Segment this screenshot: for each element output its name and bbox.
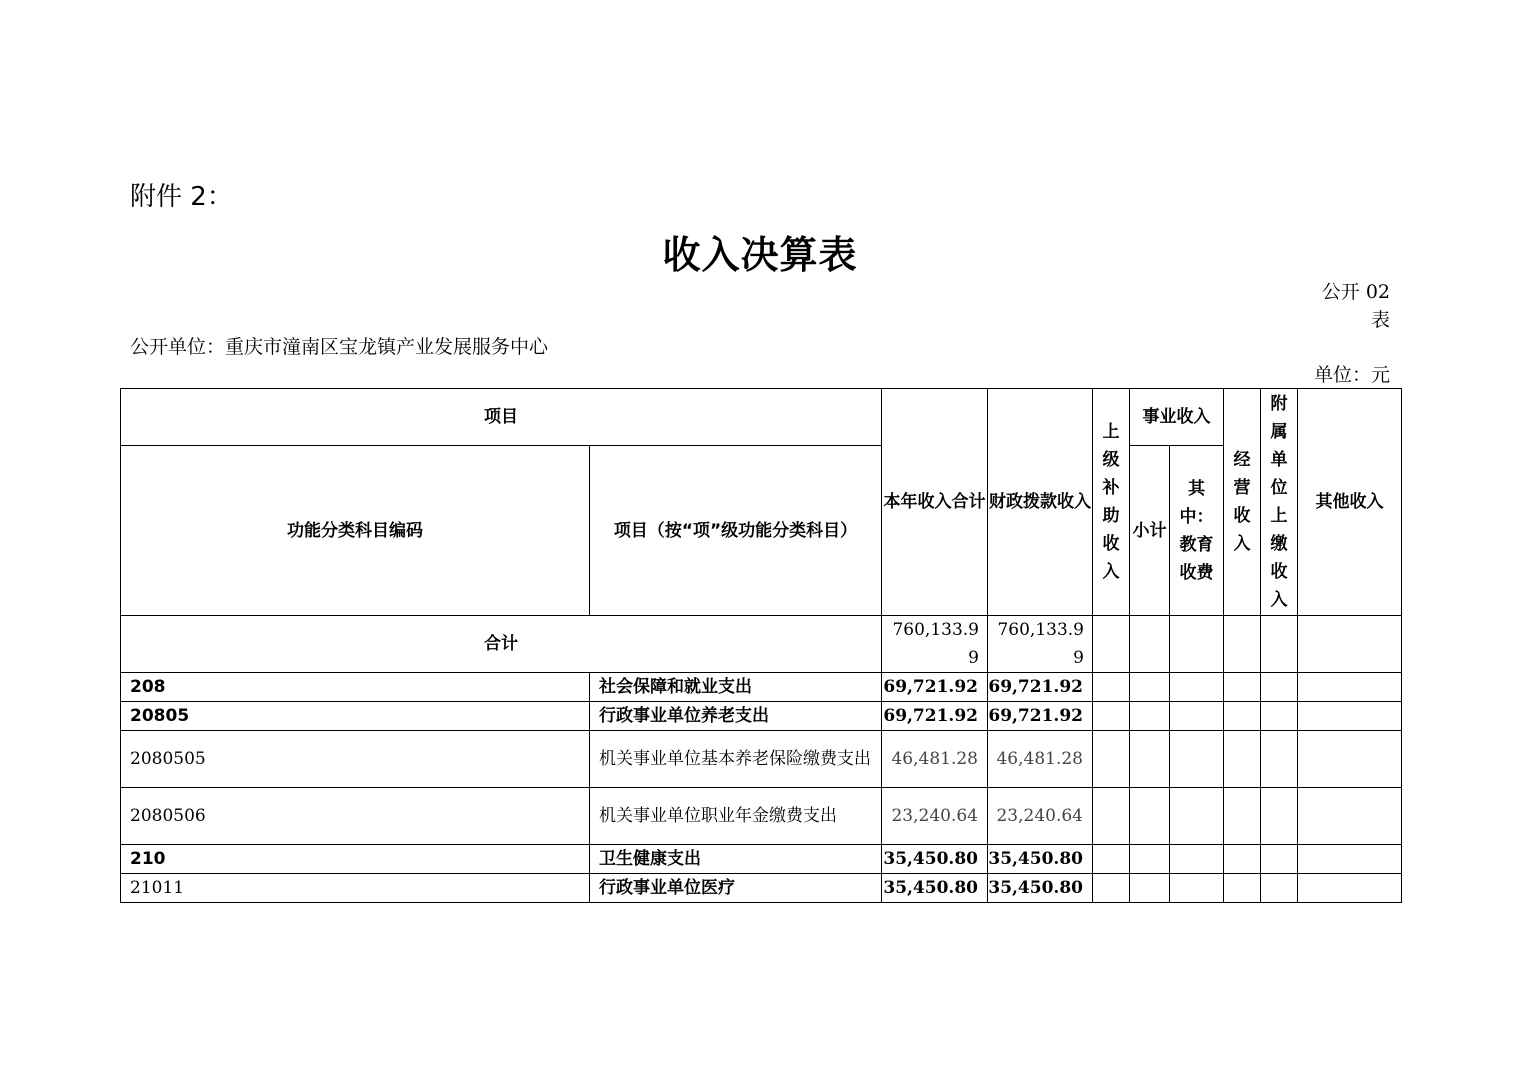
row-total: 46,481.28 xyxy=(882,731,988,788)
header-name: 项目（按“项”级功能分类科目） xyxy=(590,446,882,616)
row-name: 社会保障和就业支出 xyxy=(590,673,882,702)
header-code: 功能分类科目编码 xyxy=(121,446,590,616)
header-subtotal: 小计 xyxy=(1130,446,1170,616)
currency-unit: 单位：元 xyxy=(1313,364,1390,386)
header-total: 本年收入合计 xyxy=(882,389,988,616)
row-code: 21011 xyxy=(121,874,590,903)
table-row xyxy=(121,702,1402,731)
header-business: 事业收入 xyxy=(1130,389,1224,446)
header-item: 项目 xyxy=(121,389,882,446)
row-total: 35,450.80 xyxy=(882,874,988,903)
summary-total: 760,133.99 xyxy=(882,616,988,673)
row-name: 机关事业单位基本养老保险缴费支出 xyxy=(590,731,882,788)
row-fiscal: 23,240.64 xyxy=(988,788,1093,845)
form-number: 公开 02 表 xyxy=(1321,281,1390,331)
row-fiscal: 35,450.80 xyxy=(988,874,1093,903)
page-title: 收入决算表 xyxy=(662,233,858,277)
row-code: 2080506 xyxy=(121,788,590,845)
header-education: 其中：教育收费 xyxy=(1170,446,1224,616)
table-row xyxy=(121,874,1402,903)
header-affiliated: 附属单位上缴收入 xyxy=(1261,389,1298,616)
header-other: 其他收入 xyxy=(1298,389,1402,616)
row-fiscal: 69,721.92 xyxy=(988,702,1093,731)
row-name: 卫生健康支出 xyxy=(590,845,882,874)
row-code: 2080505 xyxy=(121,731,590,788)
summary-label: 合计 xyxy=(121,616,882,673)
header-operating: 经营收入 xyxy=(1224,389,1261,616)
row-fiscal: 46,481.28 xyxy=(988,731,1093,788)
row-total: 35,450.80 xyxy=(882,845,988,874)
row-fiscal: 35,450.80 xyxy=(988,845,1093,874)
table-row xyxy=(121,788,1402,845)
row-code: 20805 xyxy=(121,702,590,731)
row-fiscal: 69,721.92 xyxy=(988,673,1093,702)
income-table xyxy=(120,388,1402,903)
row-total: 23,240.64 xyxy=(882,788,988,845)
row-code: 210 xyxy=(121,845,590,874)
row-name: 行政事业单位医疗 xyxy=(590,874,882,903)
summary-fiscal: 760,133.99 xyxy=(988,616,1093,673)
header-superior: 上级补助收入 xyxy=(1093,389,1130,616)
table-row xyxy=(121,731,1402,788)
disclosure-unit: 公开单位：重庆市潼南区宝龙镇产业发展服务中心 xyxy=(130,336,549,358)
summary-row xyxy=(121,616,1402,673)
row-name: 行政事业单位养老支出 xyxy=(590,702,882,731)
attachment-label: 附件 2： xyxy=(130,182,233,212)
row-total: 69,721.92 xyxy=(882,702,988,731)
table-row xyxy=(121,673,1402,702)
table-row xyxy=(121,845,1402,874)
row-name: 机关事业单位职业年金缴费支出 xyxy=(590,788,882,845)
row-code: 208 xyxy=(121,673,590,702)
header-fiscal: 财政拨款收入 xyxy=(988,389,1093,616)
row-total: 69,721.92 xyxy=(882,673,988,702)
